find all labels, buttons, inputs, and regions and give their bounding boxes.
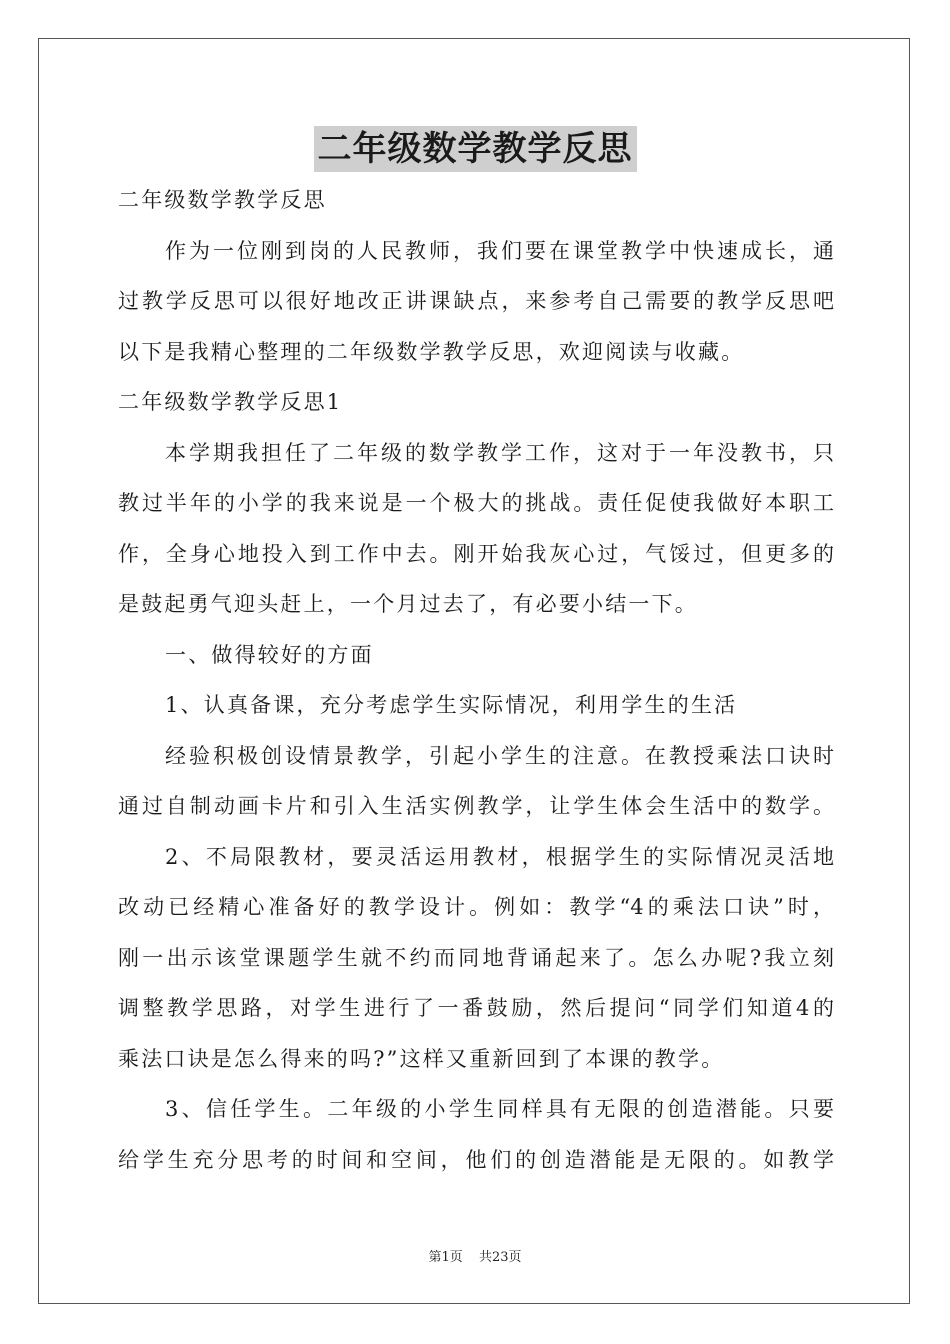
text-line: 刚一出示该堂课题学生就不约而同地背诵起来了。怎么办呢?我立刻 [118,945,834,970]
text-line: 作，全身心地投入到工作中去。刚开始我灰心过，气馁过，但更多的 [118,541,834,566]
text-line: 教过半年的小学的我来说是一个极大的挑战。责任促使我做好本职工 [118,491,834,515]
text-line: 以下是我精心整理的二年级数学教学反思，欢迎阅读与收藏。 [118,339,745,364]
text-line: 一、做得较好的方面 [165,642,374,667]
page-total: 共23页 [478,1250,522,1265]
text-line: 乘法口诀是怎么得来的吗?”这样又重新回到了本课的教学。 [118,1046,725,1071]
text-line: 二年级数学教学反思1 [118,390,343,414]
text-line: 通过自制动画卡片和引入生活实例教学，让学生体会生活中的数学。 [118,794,834,818]
document-body [118,175,834,1185]
text-line: 1、认真备课，充分考虑学生实际情况，利用学生的生活 [165,693,738,717]
text-line: 作为一位刚到岗的人民教师，我们要在课堂教学中快速成长，通 [165,238,834,263]
text-line: 二年级数学教学反思 [118,188,327,212]
title-container [0,126,950,172]
document-title: 二年级数学教学反思 [314,126,637,172]
page-footer [0,1246,950,1265]
text-line: 2、不局限教材，要灵活运用教材，根据学生的实际情况灵活地 [165,844,834,869]
text-line: 3、信任学生。二年级的小学生同样具有无限的创造潜能。只要 [165,1097,834,1121]
text-line: 本学期我担任了二年级的数学教学工作，这对于一年没教书，只 [165,440,834,465]
text-line: 经验积极创设情景教学，引起小学生的注意。在教授乘法口诀时 [165,743,834,768]
text-line: 改动已经精心准备好的教学设计。例如：教学“4的乘法口诀”时， [118,895,834,919]
page-number: 第1页 [428,1250,463,1265]
text-line: 给学生充分思考的时间和空间，他们的创造潜能是无限的。如教学 [118,1147,834,1172]
text-line: 过教学反思可以很好地改正讲课缺点，来参考自己需要的教学反思吧 [118,289,834,313]
text-line: 是鼓起勇气迎头赶上，一个月过去了，有必要小结一下。 [118,592,698,616]
text-line: 调整教学思路，对学生进行了一番鼓励，然后提问“同学们知道4的 [118,996,834,1020]
